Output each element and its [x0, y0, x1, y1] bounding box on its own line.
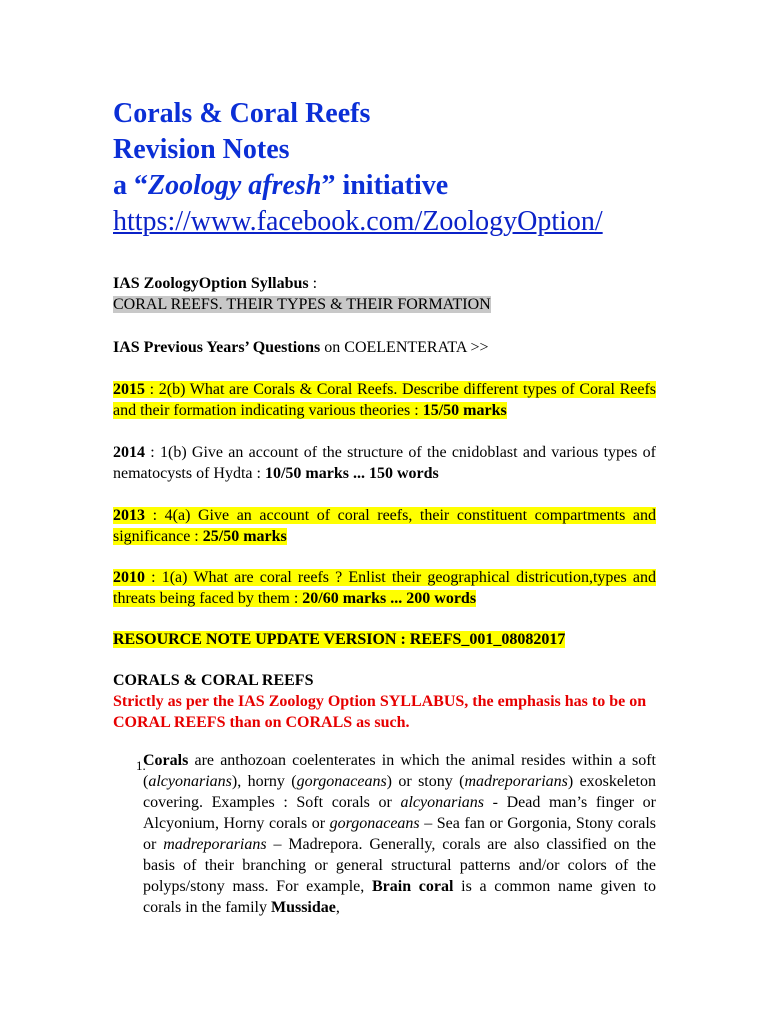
syllabus-label: IAS ZoologyOption Syllabus	[113, 275, 309, 292]
document-title: Corals & Coral Reefs	[113, 98, 371, 129]
question-marks: 10/50 marks ... 150 words	[264, 465, 439, 482]
question-marks: 15/50 marks	[422, 402, 507, 419]
pyq-heading: IAS Previous Years’ Questions on COELENTERATA >>	[113, 339, 489, 356]
question-2013: 2013 : 4(a) Give an account of coral reefs, their constituent compartments and significance : 25/50 marks	[113, 507, 656, 545]
syllabus-topic: CORAL REEFS. THEIR TYPES & THEIR FORMATION	[113, 296, 491, 313]
initiative-name: Zoology afresh	[148, 170, 322, 201]
section-heading: CORALS & CORAL REEFS	[113, 672, 314, 689]
document-subtitle: Revision Notes	[113, 134, 290, 165]
resource-note: RESOURCE NOTE UPDATE VERSION : REEFS_001_08082017	[113, 631, 566, 648]
title-block	[113, 96, 733, 240]
list-item: Corals are anthozoan coelenterates in which the animal resides within a soft (alcyonarians), horny (gorgonaceans) or stony (madreporarians) exoskeleton covering. Examples : Soft corals or alcyonarians - Dead man’s finger or Alcyonium, Horny corals or gorgonaceans – Sea fan or Gorgonia, Stony corals or madreporarians – Madrepora. Generally, corals are also classified on the basis of their branching or general structural patterns and/or colors of the polyps/stony mass. For example, Brain coral is a common name given to corals in the family Mussidae,	[143, 752, 657, 916]
pyq-label: IAS Previous Years’ Questions	[113, 339, 321, 356]
facebook-link[interactable]: https://www.facebook.com/ZoologyOption/	[113, 206, 603, 237]
question-marks: 20/60 marks ... 200 words	[302, 590, 477, 607]
question-year: 2015	[113, 381, 145, 398]
question-year: 2010	[113, 569, 145, 586]
syllabus-block: IAS ZoologyOption Syllabus : CORAL REEFS. THEIR TYPES & THEIR FORMATION	[113, 275, 491, 313]
question-2010: 2010 : 1(a) What are coral reefs ? Enlist their geographical districution,types and threats being faced by them : 20/60 marks ... 200 words	[113, 569, 656, 607]
question-2015: 2015 : 2(b) What are Corals & Coral Reefs. Describe different types of Coral Reefs and their formation indicating various theories : 15/50 marks	[113, 381, 656, 419]
question-marks: 25/50 marks	[202, 528, 287, 545]
question-year: 2014	[113, 444, 145, 461]
emphasis-note: Strictly as per the IAS Zoology Option SYLLABUS, the emphasis has to be on CORAL REEFS than on CORALS as such.	[113, 693, 647, 731]
question-2014: 2014 : 1(b) Give an account of the structure of the cnidoblast and various types of nematocysts of Hydta : 10/50 marks ... 150 words	[113, 444, 656, 482]
list-number: 1.	[136, 758, 146, 773]
question-year: 2013	[113, 507, 145, 524]
initiative-line: a “Zoology afresh” initiative	[113, 170, 449, 201]
